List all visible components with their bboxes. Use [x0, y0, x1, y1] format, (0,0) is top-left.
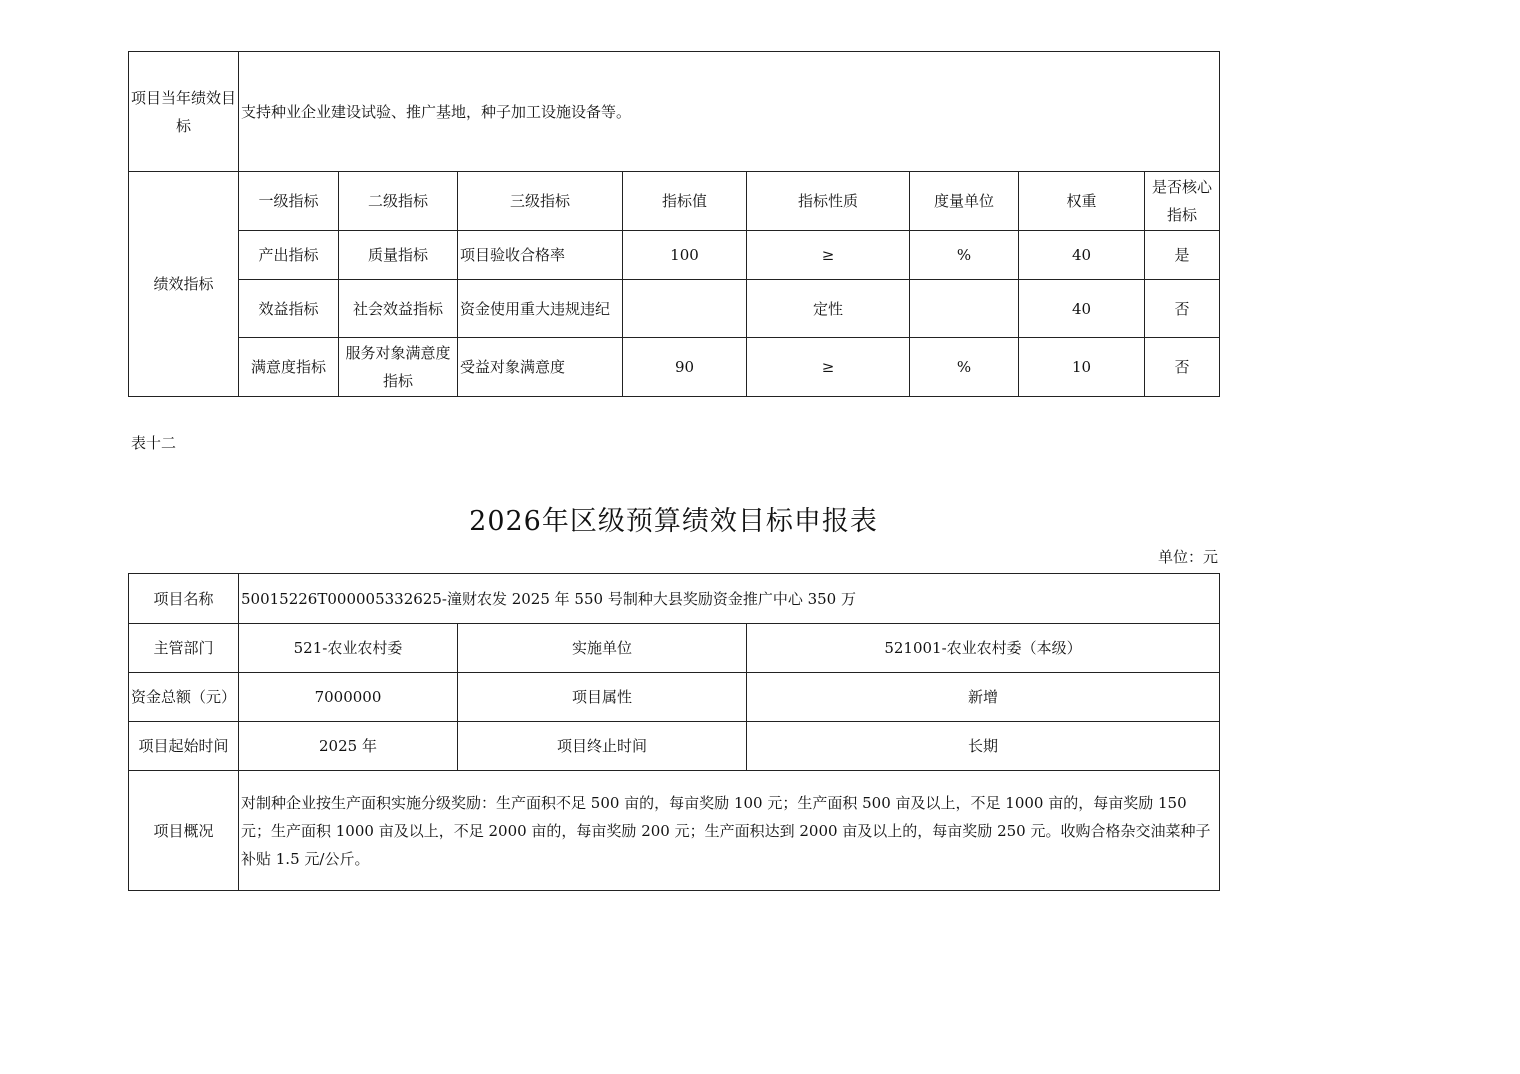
- row-weight: 10: [1019, 338, 1145, 397]
- row-value: 90: [623, 338, 747, 397]
- annual-goal-label: 项目当年绩效目标: [129, 52, 239, 172]
- impl-value: 521001-农业农村委（本级）: [747, 624, 1220, 673]
- page-title: 2026年区级预算绩效目标申报表: [469, 506, 878, 538]
- end-label: 项目终止时间: [458, 722, 747, 771]
- overview-value: 对制种企业按生产面积实施分级奖励：生产面积不足 500 亩的，每亩奖励 100 元；生产面积 500 亩及以上，不足 1000 亩的，每亩奖励 150 元；生产面积 1000 亩及以上，不足 2000 亩的，每亩奖励 200 元；生产面积达到 2000 亩及以上的，每亩奖励 250 元。收购合格杂交油菜种子补贴 1.5 元/公斤。: [239, 771, 1220, 891]
- fund-label: 资金总额（元）: [129, 673, 239, 722]
- table-row: [129, 280, 1220, 338]
- indicator-label: 绩效指标: [129, 172, 239, 397]
- header-weight: 权重: [1019, 172, 1145, 231]
- header-level1: 一级指标: [239, 172, 339, 231]
- project-info-table: [128, 573, 1220, 891]
- table-row: [129, 231, 1220, 280]
- row-nature: 定性: [747, 280, 910, 338]
- attr-value: 新增: [747, 673, 1220, 722]
- row-unit: %: [910, 231, 1019, 280]
- header-level2: 二级指标: [339, 172, 458, 231]
- row-level2: 社会效益指标: [339, 280, 458, 338]
- dept-label: 主管部门: [129, 624, 239, 673]
- row-unit: %: [910, 338, 1019, 397]
- row-nature: ≥: [747, 231, 910, 280]
- row-unit: [910, 280, 1019, 338]
- row-level1: 满意度指标: [239, 338, 339, 397]
- dept-value: 521-农业农村委: [239, 624, 458, 673]
- header-nature: 指标性质: [747, 172, 910, 231]
- fund-value: 7000000: [239, 673, 458, 722]
- row-level3: 受益对象满意度: [458, 338, 623, 397]
- row-core: 否: [1145, 338, 1220, 397]
- header-unit: 度量单位: [910, 172, 1019, 231]
- row-value: 100: [623, 231, 747, 280]
- overview-label: 项目概况: [129, 771, 239, 891]
- header-level3: 三级指标: [458, 172, 623, 231]
- table-label: 表十二: [131, 434, 177, 452]
- annual-goal-text: 支持种业企业建设试验、推广基地，种子加工设施设备等。: [239, 52, 1220, 172]
- header-value: 指标值: [623, 172, 747, 231]
- row-level3: 资金使用重大违规违纪: [458, 280, 623, 338]
- row-core: 是: [1145, 231, 1220, 280]
- impl-label: 实施单位: [458, 624, 747, 673]
- row-weight: 40: [1019, 231, 1145, 280]
- end-value: 长期: [747, 722, 1220, 771]
- row-weight: 40: [1019, 280, 1145, 338]
- unit-label: 单位：元: [1157, 548, 1218, 566]
- project-name-value: 50015226T000005332625-潼财农发 2025 年 550 号制种大县奖励资金推广中心 350 万: [239, 574, 1220, 624]
- performance-table: [128, 51, 1220, 397]
- row-level2: 质量指标: [339, 231, 458, 280]
- row-core: 否: [1145, 280, 1220, 338]
- attr-label: 项目属性: [458, 673, 747, 722]
- project-name-label: 项目名称: [129, 574, 239, 624]
- start-label: 项目起始时间: [129, 722, 239, 771]
- table-row: [129, 338, 1220, 397]
- row-level2: 服务对象满意度指标: [339, 338, 458, 397]
- row-level3: 项目验收合格率: [458, 231, 623, 280]
- row-level1: 产出指标: [239, 231, 339, 280]
- row-value: [623, 280, 747, 338]
- header-core: 是否核心指标: [1145, 172, 1220, 231]
- start-value: 2025 年: [239, 722, 458, 771]
- row-nature: ≥: [747, 338, 910, 397]
- row-level1: 效益指标: [239, 280, 339, 338]
